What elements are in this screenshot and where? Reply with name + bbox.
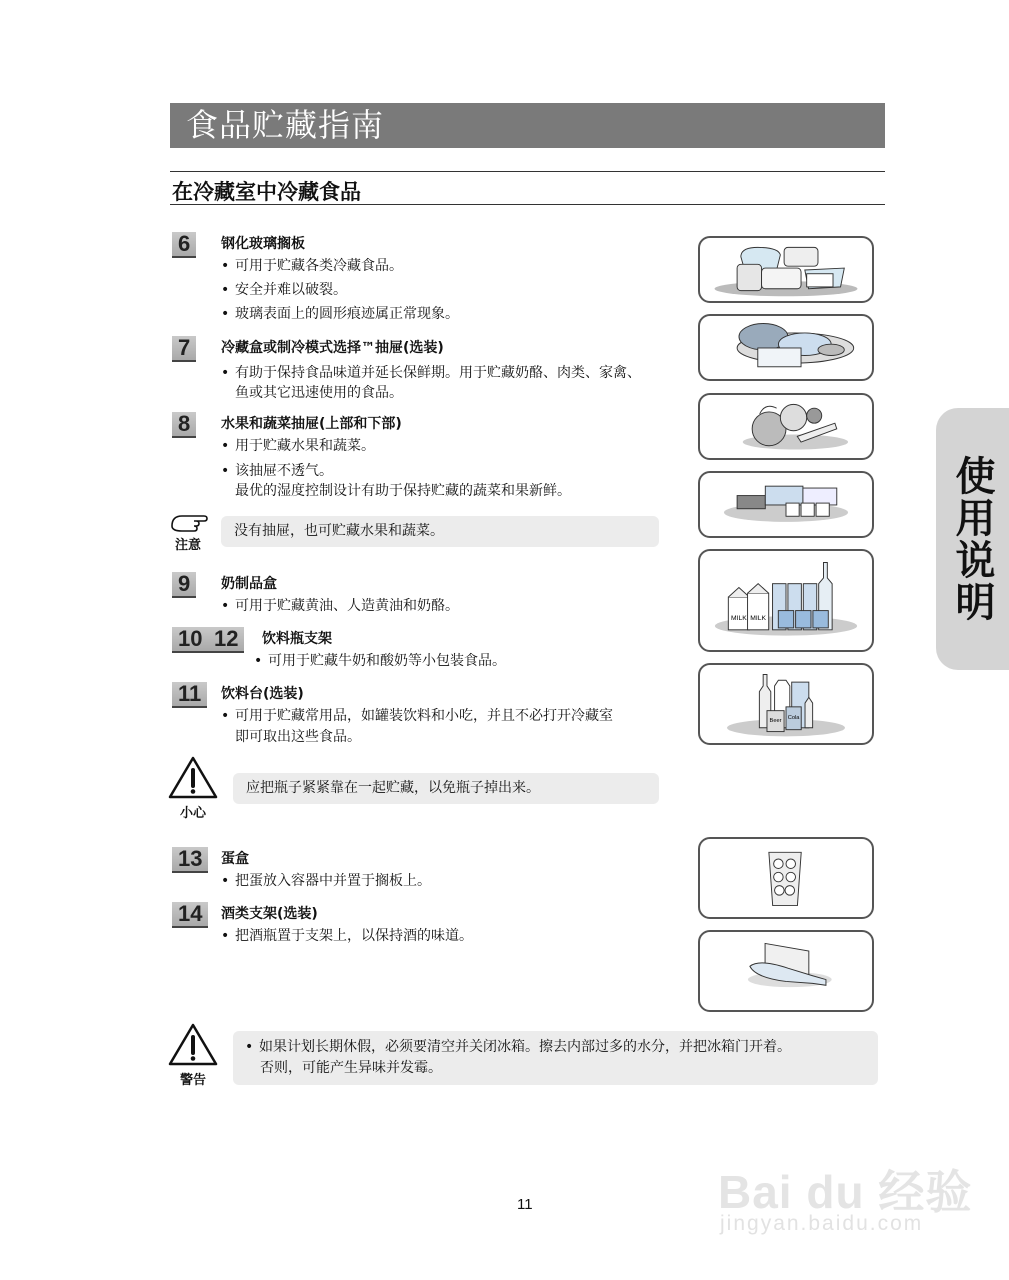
bullet: • 把蛋放入容器中并置于搁板上。 <box>221 873 431 889</box>
item-title: 饮料台(选装) <box>221 686 304 702</box>
caution-triangle-icon <box>168 756 218 800</box>
bullet: • 用于贮藏水果和蔬菜。 <box>221 438 375 454</box>
item-title: 饮料瓶支架 <box>262 631 332 647</box>
section-subtitle: 在冷藏室中冷藏食品 <box>172 180 361 204</box>
caution-label: 小心 <box>179 806 206 821</box>
warning-box <box>233 1031 878 1085</box>
bullet: • 可用于贮藏常用品，如罐装饮料和小吃，并且不必打开冷藏室 <box>221 708 613 724</box>
wine-rack-image <box>698 930 874 1012</box>
item-title: 钢化玻璃搁板 <box>221 236 305 252</box>
page-number: 11 <box>517 1196 533 1213</box>
meat-tray-image <box>698 314 874 381</box>
item-number: 7 <box>172 336 196 362</box>
warning-triangle-icon <box>168 1023 218 1067</box>
drinks-image <box>698 663 874 745</box>
page-title: 食品贮藏指南 <box>170 103 885 148</box>
item-number: 9 <box>172 572 196 598</box>
note-label: 注意 <box>174 538 201 553</box>
bullet-continuation: 即可取出这些食品。 <box>235 729 361 745</box>
warning-label: 警告 <box>179 1073 206 1088</box>
bullet: • 有助于保持食品味道并延长保鲜期。用于贮藏奶酪、肉类、家禽、 <box>221 365 641 381</box>
vegetables-image <box>698 393 874 460</box>
watermark-brand: Bai du 经验 <box>718 1166 973 1218</box>
item-title: 冷藏盒或制冷模式选择™抽屉(选装) <box>221 340 444 356</box>
milk-label: MILK <box>731 615 747 623</box>
bullet: • 可用于贮藏牛奶和酸奶等小包装食品。 <box>254 653 506 669</box>
item-number: 10 <box>172 627 208 653</box>
item-number: 14 <box>172 902 208 928</box>
pointing-hand-icon <box>170 512 210 536</box>
item-number: 11 <box>172 682 207 708</box>
item-title: 蛋盒 <box>221 851 249 867</box>
item-number: 12 <box>208 627 244 653</box>
food-containers-image <box>698 236 874 303</box>
egg-box-image <box>698 837 874 919</box>
milk-label: MILK <box>750 615 766 623</box>
item-title: 奶制品盒 <box>221 576 277 592</box>
milk-bottles-image <box>698 549 874 652</box>
cola-label: Cola <box>787 715 800 722</box>
warning-line: • 如果计划长期休假，必须要清空并关闭冰箱。擦去内部过多的水分，并把冰箱门开着。 <box>245 1039 791 1055</box>
bullet-continuation: 鱼或其它迅速使用的食品。 <box>235 385 403 401</box>
bullet-continuation: 最优的湿度控制设计有助于保持贮藏的蔬菜和果新鲜。 <box>235 483 571 499</box>
bullet: • 安全并难以破裂。 <box>221 282 347 298</box>
divider-bottom <box>170 204 885 205</box>
bullet: • 把酒瓶置于支架上，以保持酒的味道。 <box>221 928 473 944</box>
caution-box: 应把瓶子紧紧靠在一起贮藏，以免瓶子掉出来。 <box>233 773 659 804</box>
bullet: • 玻璃表面上的圆形痕迹属正常现象。 <box>221 306 459 322</box>
side-tab-label: 使用说明 <box>949 455 995 623</box>
divider-top <box>170 171 885 172</box>
note-box: 没有抽屉，也可贮藏水果和蔬菜。 <box>221 516 659 547</box>
bullet: • 该抽屉不透气。 <box>221 463 333 479</box>
item-number: 13 <box>172 847 208 873</box>
bullet: • 可用于贮藏各类冷藏食品。 <box>221 258 403 274</box>
item-title: 水果和蔬菜抽屉(上部和下部) <box>221 416 402 432</box>
side-tab <box>936 408 1009 670</box>
beer-label: Beer <box>769 718 782 725</box>
warning-line: 否则，可能产生异味并发霉。 <box>260 1060 442 1076</box>
drawer-items-image <box>698 471 874 538</box>
item-number: 6 <box>172 232 196 258</box>
item-title: 酒类支架(选装) <box>221 906 318 922</box>
item-number: 8 <box>172 412 196 438</box>
bullet: • 可用于贮藏黄油、人造黄油和奶酪。 <box>221 598 459 614</box>
watermark-url: jingyan.baidu.com <box>720 1212 924 1235</box>
